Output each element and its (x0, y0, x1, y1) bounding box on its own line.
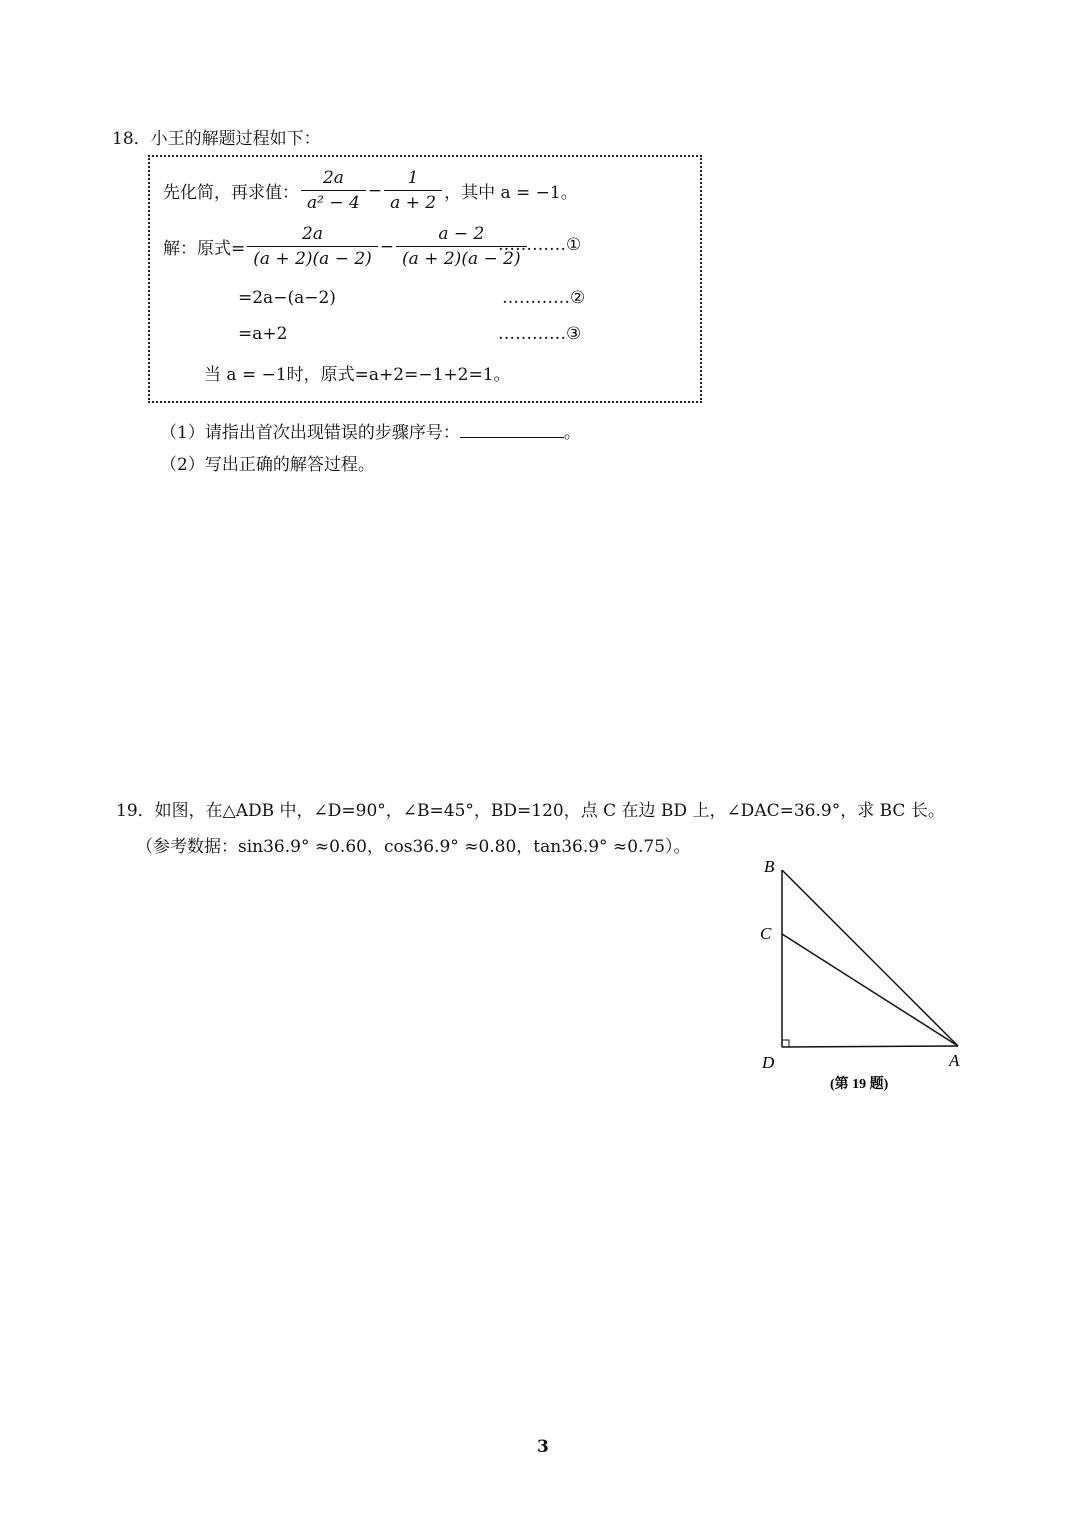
q18-part2: （2）写出正确的解答过程。 (160, 455, 375, 475)
q18-given-fraction-2 (384, 168, 442, 213)
fraction-numerator: 1 (407, 168, 419, 188)
q18-given-tail: ，其中 a = −1。 (444, 183, 578, 203)
q18-conclusion: 当 a = −1时，原式=a+2=−1+2=1。 (204, 365, 511, 385)
fraction-numerator: a − 2 (438, 224, 485, 244)
minus-sign: − (367, 180, 383, 201)
q19-triangle-figure (740, 850, 980, 1100)
label-A: A (949, 1051, 960, 1070)
q18-part1 (160, 418, 581, 443)
answer-blank[interactable] (460, 423, 564, 438)
q18-step1-fraction-1 (247, 224, 378, 269)
q18-step3-marker: …………③ (498, 324, 582, 344)
fraction-denominator: a² − 4 (301, 190, 366, 213)
page-number: 3 (537, 1437, 549, 1457)
q18-step1-line (163, 224, 529, 269)
q19-line1 (116, 796, 945, 821)
figure-caption: (第 19 题) (830, 1077, 889, 1092)
fraction-numerator: 2a (322, 168, 344, 188)
label-B: B (764, 857, 775, 876)
q18-step2: =2a−(a−2) (238, 288, 336, 308)
q19-problem-text: 如图，在△ADB 中，∠D=90°，∠B=45°，BD=120，点 C 在边 BD 上，∠DAC=36.9°，求 BC 长。 (154, 801, 945, 821)
q18-step3: =a+2 (238, 324, 288, 344)
q18-part1-text: （1）请指出首次出现错误的步骤序号： (160, 423, 460, 443)
q18-step1-marker: …………① (498, 235, 582, 255)
q19-number: 19． (116, 801, 155, 821)
minus-sign: − (379, 236, 395, 257)
right-angle-mark (782, 1040, 789, 1047)
q18-intro: 先化简，再求值： (163, 183, 299, 203)
q18-number: 18． (112, 129, 151, 149)
fraction-numerator: 2a (302, 224, 323, 244)
fraction-denominator: a + 2 (384, 190, 442, 213)
fraction-denominator: (a + 2)(a − 2) (396, 246, 527, 269)
q18-given-fraction-1 (301, 168, 366, 213)
q18-solution-prefix: 解：原式= (163, 239, 246, 259)
q18-heading (112, 124, 321, 149)
q18-step2-marker: …………② (502, 288, 586, 308)
segment-BA (782, 870, 958, 1046)
segment-DA (782, 1046, 958, 1047)
label-D: D (762, 1053, 775, 1072)
q18-problem-line (163, 168, 578, 213)
label-C: C (760, 924, 772, 943)
q18-part1-end: 。 (563, 423, 581, 443)
fraction-denominator: (a + 2)(a − 2) (247, 246, 378, 269)
q19-reference-data: （参考数据：sin36.9° ≈0.60，cos36.9° ≈0.80，tan36.9° ≈0.75）。 (136, 837, 691, 857)
q18-title: 小王的解题过程如下： (150, 129, 321, 149)
segment-CA (782, 934, 958, 1046)
